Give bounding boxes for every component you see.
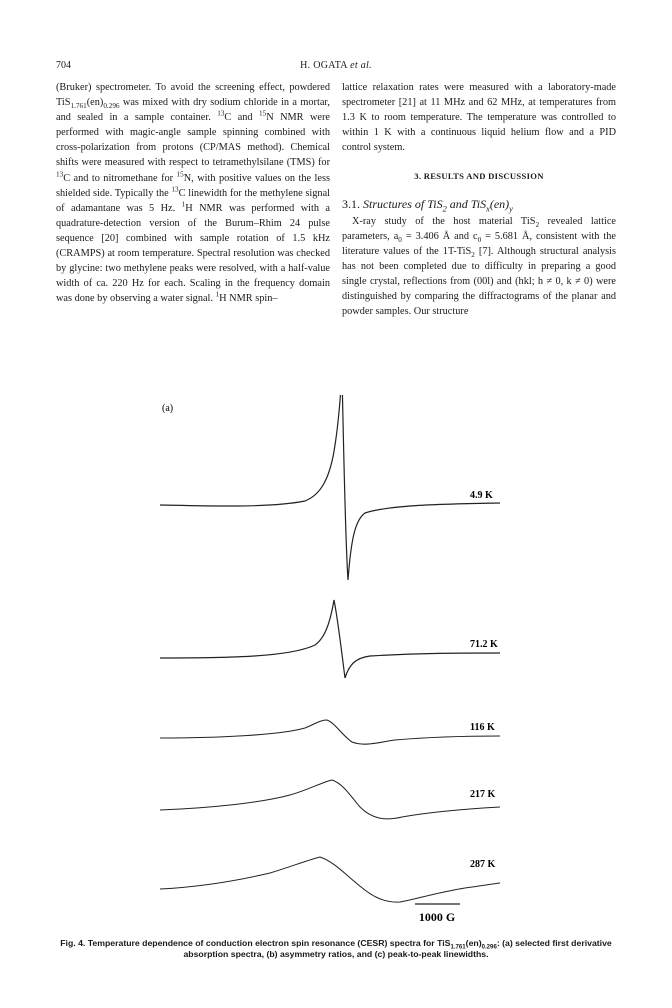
temperature-label: 116 K xyxy=(470,722,495,733)
esr-spectra-svg xyxy=(120,395,540,930)
subsection-heading: 3.1. Structures of TiS$_2$ and $TiS_x(en)_y$ xyxy=(342,196,513,213)
spectrum-71.2K xyxy=(160,600,500,678)
temperature-label: 217 K xyxy=(470,789,496,800)
panel-label: (a) xyxy=(162,403,174,414)
figure-caption: Fig. 4. Temperature dependence of conduction electron spin resonance (CESR) spectra for $TiS_{1.761}(en)_{0.296}$: (a) selected first derivative absorption spectra, (b) asymmetry ratios, and (c) peak-to-peak linewidths. xyxy=(60,938,612,959)
spectrum-287K xyxy=(160,857,500,902)
spectrum-217K xyxy=(160,780,500,819)
temperature-label: 71.2 K xyxy=(470,639,498,650)
running-head-authors: H. OGATA xyxy=(300,60,348,71)
right-column xyxy=(342,80,616,319)
right-paragraph-1: lattice relaxation rates were measured with a laboratory-made spectrometer [21] at 11 MHz and 62 MHz, at temperatures from 1.3 K to room temperature. The temperature was controlled to within 1 K with a continuous liquid helium flow and a PID control system. xyxy=(342,82,616,154)
spectrum-116K xyxy=(160,720,500,744)
temperature-label: 287 K xyxy=(470,859,496,870)
spectrum-4.9K xyxy=(160,395,500,580)
left-column xyxy=(56,80,330,306)
page-number: 704 xyxy=(56,60,71,71)
left-paragraph: (Bruker) spectrometer. To avoid the screening effect, powdered $TiS_{1.761}(en)_{0.296}$ was mixed with dry sodium chloride in a mortar, and sealed in a sample container. $^{13}$C and $^{15}$N NMR were performed with magic-angle sample spinning combined with cross-polarization from protons (CP/MAS method). Chemical shifts were measured with respect to tetramethylsilane (TMS) for $^{13}$C and to nitromethane for $^{15}$N, with positive values on the less shielded side. Typically the $^{13}$C linewidth for the methylene signal of adamantane was 5 Hz. $^1$H NMR was performed with a quadrature-detection version of the Burum–Rhim 24 pulse sequence [20] combined with sample rotation of 1.5 kHz (CRAMPS) at room temperature. Spectral resolution was checked by glycine: two methylene peaks were resolved, with a half-value width of ca. 220 Hz for each. Scaling in the frequency domain was done by observing a water signal. $^1$H NMR spin– xyxy=(56,82,331,305)
running-head xyxy=(0,60,672,71)
temperature-label: 4.9 K xyxy=(470,490,493,501)
running-head-etal: et al. xyxy=(350,60,372,71)
section-heading: 3. RESULTS AND DISCUSSION xyxy=(414,171,544,182)
esr-spectra-figure xyxy=(120,395,540,930)
scale-bar-label: 1000 G xyxy=(418,910,456,924)
right-paragraph-2: X-ray study of the host material TiS$_2$ revealed lattice parameters, $a_0 = 3.406$ Å and $c_0 = 5.681$ Å, consistent with the literature values of the 1T-TiS$_2$ [7]. Although structural analysis has not been completed due to difficulty in preparing a good single crystal, reflections from (00l) and (hkl; h ≠ 0, k ≠ 0) were distinguished by comparing the diffractograms of the planar and powder samples. Our structure xyxy=(342,215,616,318)
